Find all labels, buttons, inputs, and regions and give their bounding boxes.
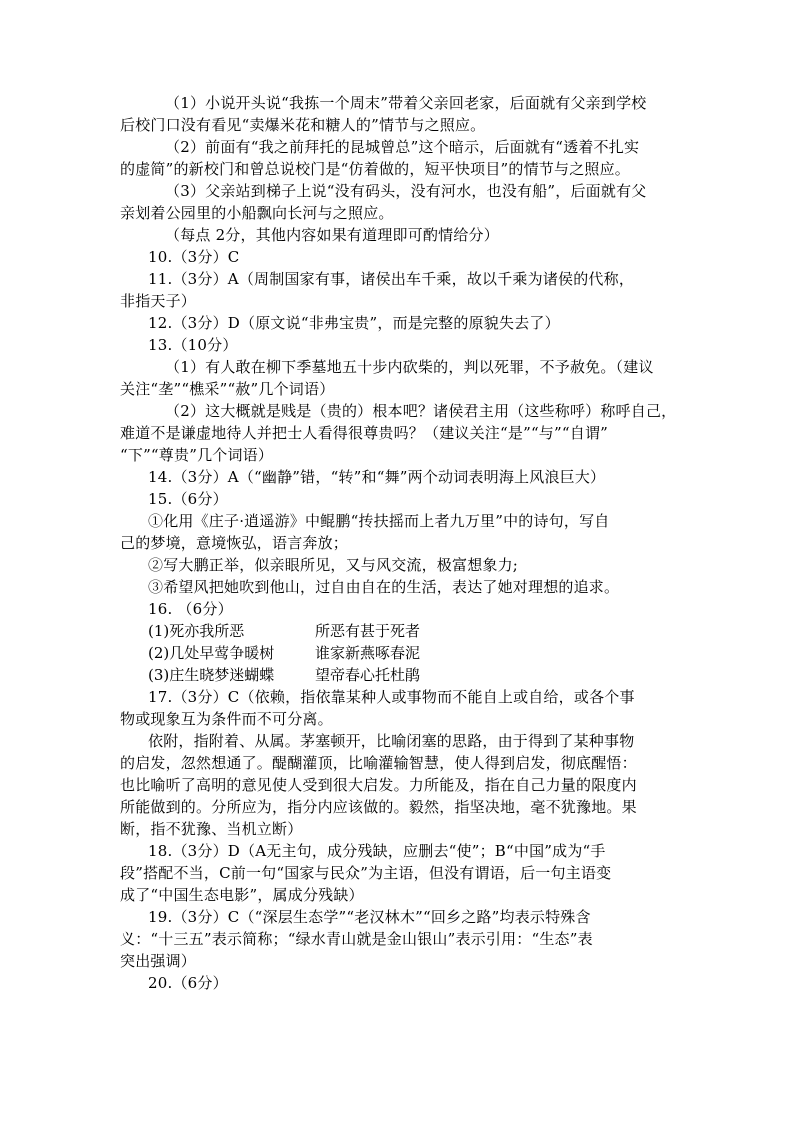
- answer-line: 12.（3分）D（原文说“非弗宝贵”，而是完整的原貌失去了）: [148, 314, 560, 332]
- text-line: （1）有人敢在柳下季墓地五十步内砍柴的，判以死罪，不予赦免。（建议: [165, 358, 654, 376]
- answer-line: 15.（6分）: [148, 490, 228, 508]
- poem-line-left: (3)庄生晓梦迷蝴蝶: [148, 666, 275, 684]
- text-line: （2）这大概就是贱是（贵的）根本吧？诸侯君主用（这些称呼）称呼自己，: [165, 402, 677, 420]
- answer-line: 11.（3分）A（周制国家有事，诸侯出车千乘，故以千乘为诸侯的代称，: [148, 270, 635, 288]
- answer-line: 17.（3分）C（依赖，指依靠某种人或事物而不能自上或自给，或各个事: [148, 688, 635, 706]
- poem-line-left: (2)几处早莺争暖树: [148, 644, 275, 662]
- poem-line-right: 望帝春心托杜鹃: [315, 666, 421, 684]
- poem-line-right: 所恶有甚于死者: [315, 622, 421, 640]
- text-line: “下”“尊贵”几个词语）: [120, 446, 274, 464]
- text-line: 己的梦境，意境恢弘，语言奔放；: [120, 534, 349, 552]
- text-line: （2）前面有“我之前拜托的昆城曾总”这个暗示，后面就有“透着不扎实: [165, 138, 640, 156]
- text-line: 依附，指附着、从属。茅塞顿开，比喻闭塞的思路，由于得到了某种事物: [148, 732, 635, 750]
- text-line: 关注“垄”“樵采”“赦”几个词语）: [120, 380, 335, 398]
- answer-line: 20.（6分）: [148, 974, 228, 992]
- text-line: 后校门口没有看见“卖爆米花和糖人的”情节与之照应。: [120, 116, 486, 134]
- text-line: 的启发，忽然想通了。醍醐灌顶，比喻灌输智慧，使人得到启发，彻底醒悟：: [120, 754, 637, 772]
- answer-line: 19.（3分）C（“深层生态学”“老汉林木”“回乡之路”均表示特殊含: [148, 908, 591, 926]
- text-line: （3）父亲站到梯子上说“没有码头，没有河水，也没有船”，后面就有父: [165, 182, 647, 200]
- text-line: 难道不是谦虚地待人并把士人看得很尊贵吗？（建议关注“是”“与”“自谓”: [120, 424, 609, 442]
- text-line: 突出强调）: [120, 952, 197, 970]
- text-line: （每点 2分，其他内容如果有道理即可酌情给分）: [165, 226, 499, 244]
- text-line: 物或现象互为条件而不可分离。: [120, 710, 333, 728]
- text-line: ①化用《庄子·逍遥游》中鲲鹏“抟扶摇而上者九万里”中的诗句，写自: [148, 512, 610, 530]
- text-line: （1）小说开头说“我拣一个周末”带着父亲回老家，后面就有父亲到学校: [165, 94, 647, 112]
- answer-line: 13.（10分）: [148, 336, 238, 354]
- answer-line: 14.（3分）A（“幽静”错，“转”和“舞”两个动词表明海上风浪巨大）: [148, 468, 606, 486]
- poem-line-right: 谁家新燕啄春泥: [315, 644, 421, 662]
- text-line: 成了“中国生态电影”，属成分残缺）: [120, 886, 364, 904]
- text-line: 段”搭配不当，C前一句“国家与民众”为主语，但没有谓语，后一句主语变: [120, 864, 612, 882]
- text-line: 的虚简”的新校门和曾总说校门是“仿着做的，短平快项目”的情节与之照应。: [120, 160, 631, 178]
- text-line: ②写大鹏正举，似亲眼所见，又与风交流，极富想象力;: [148, 556, 519, 574]
- text-line: ③希望风把她吹到他山，过自由自在的生活，表达了她对理想的追求。: [148, 578, 620, 596]
- text-line: 所能做到的。分所应为，指分内应该做的。毅然，指坚决地，毫不犹豫地。果: [120, 798, 637, 816]
- text-line: 非指天子）: [120, 292, 197, 310]
- poem-line-left: (1)死亦我所恶: [148, 622, 245, 640]
- text-line: 也比喻听了高明的意见使人受到很大启发。力所能及，指在自己力量的限度内: [120, 776, 637, 794]
- text-line: 亲划着公园里的小船飘向长河与之照应。: [120, 204, 394, 222]
- answer-line: 10.（3分）C: [148, 248, 240, 266]
- text-line: 义：“十三五”表示简称；“绿水青山就是金山银山”表示引用：“生态”表: [120, 930, 593, 948]
- text-line: 断，指不犹豫、当机立断）: [120, 820, 303, 838]
- answer-line: 18.（3分）D（A无主句，成分残缺，应删去“使”；B“中国”成为“手: [148, 842, 606, 860]
- answer-line: 16. （6分）: [148, 600, 233, 618]
